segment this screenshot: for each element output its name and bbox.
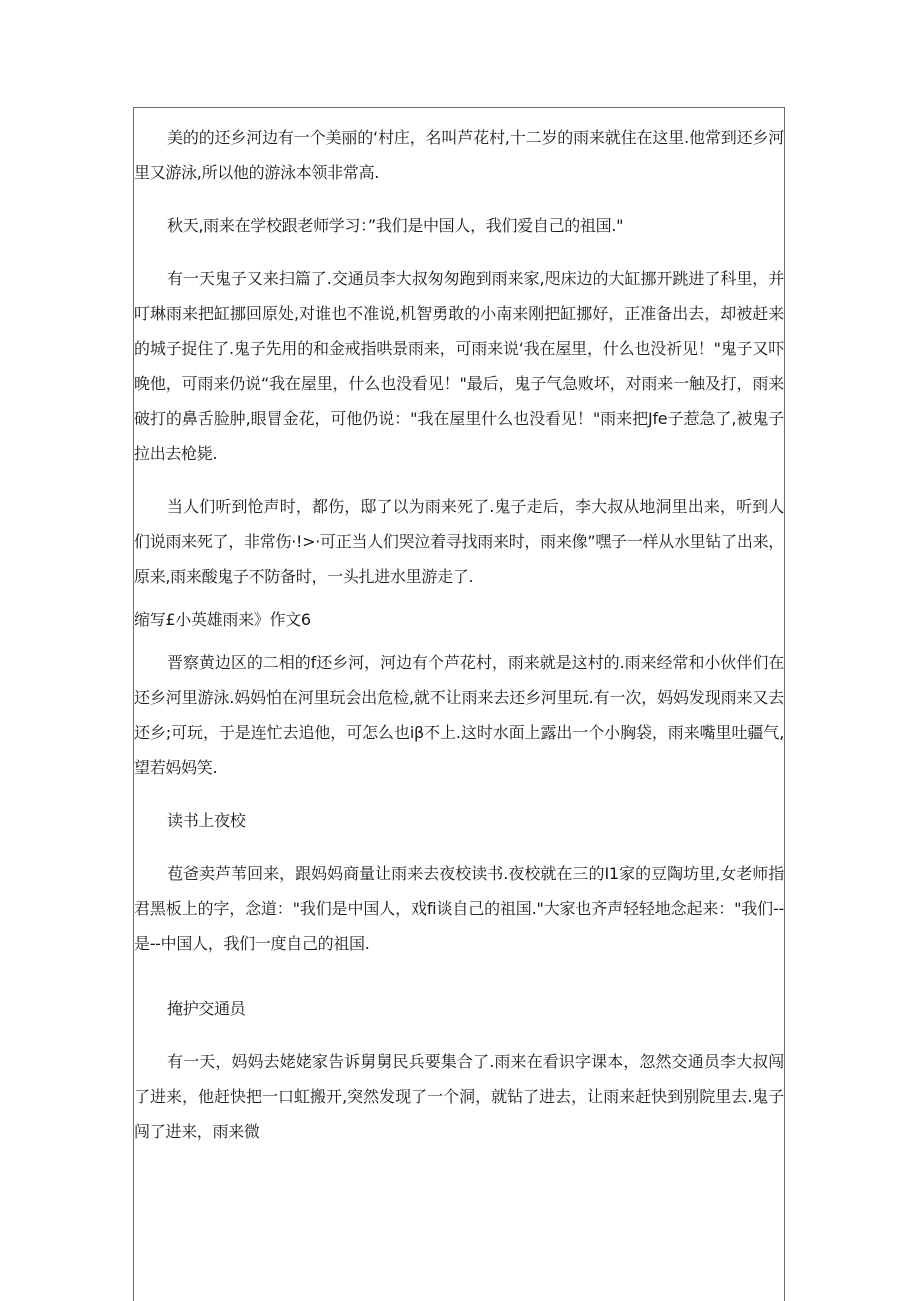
paragraph-intro: 美的的还乡河边有一个美丽的‘村庄，名叫芦花村,十二岁的雨来就住在这里.他常到还乡河里又游泳,所以他的游泳本领非常高. (134, 128, 784, 182)
spacer (134, 979, 784, 991)
subheading-cover-messenger: 掩护交通员 (167, 999, 246, 1018)
paragraph-raid: 有一天鬼子又来扫篇了.交通员李大叔匆匆跑到雨来家,咫床边的大缸挪开跳进了科里，并叮琳雨来把缸挪回原处,对谁也不准说,机智勇敢的小南来刚把缸挪好，正准备出去，却被赶来的城子捉住了.鬼子先用的和金戒指哄景雨来，可雨来说‘我在屋里，什么也没祈见！"鬼子又吓晚他，可雨来仍说“我在屋里，什么也没看见！"最后，鬼子气急败坏，对雨来一触及打，雨来破打的鼻舌脸肿,眼冒金花，可他仍说："我在屋里什么也没看见！"雨来把Jfe子惹急了,被鬼子拉出去枪毙. (134, 269, 784, 463)
paragraph-cover-messenger: 有一天，妈妈去姥姥家告诉舅舅民兵要集合了.雨来在看识字课本，忽然交通员李大叔闯了进来，他赶快把一口虹搬开,突然发现了一个洞，就钻了进去，让雨来赶快到别院里去.鬼子闯了进来，雨来微 (134, 1052, 784, 1141)
paragraph-summary: 晋察黄边区的二相的f还乡河，河边有个芦花村，雨来就是这村的.雨来经常和小伙伴们在还乡河里游泳.妈妈怕在河里玩会出危检,就不让雨来去还乡河里玩.有一次，妈妈发现雨来又去还乡;可玩，于是连忙去追他，可怎么也iβ不上.这时水面上露出一个小胸袋，雨来嘴里吐疆气,望若妈妈笑. (134, 653, 784, 777)
document-body (134, 120, 784, 1149)
subheading-night-school: 读书上夜校 (167, 811, 246, 830)
section-title: 缩写£小英雄雨来》作文6 (134, 610, 311, 629)
paragraph-escape: 当人们听到怆声时，都伤，邸了以为雨来死了.鬼子走后，李大叔从地洞里出来，听到人们说雨来死了，非常伤·!>·可正当人们哭泣着寻找雨来时，雨来像”嘿子一样从水里钻了出来，原来,雨来酸鬼子不防备时，一头扎进水里游走了. (134, 497, 784, 586)
paragraph-autumn-lesson: 秋天,雨来在学校跟老师学习：”我们是中国人，我们爱自己的祖国." (167, 216, 624, 235)
paragraph-night-school: 苞爸卖芦苇回来，跟妈妈商量让雨来去夜校读书.夜校就在三的I1家的豆陶坊里,女老师指君黑板上的字，念道："我们是中国人，戏fi谈自己的祖国."大家也齐声轻轻地念起来："我们--是--中国人，我们一度自己的祖国. (134, 864, 784, 953)
